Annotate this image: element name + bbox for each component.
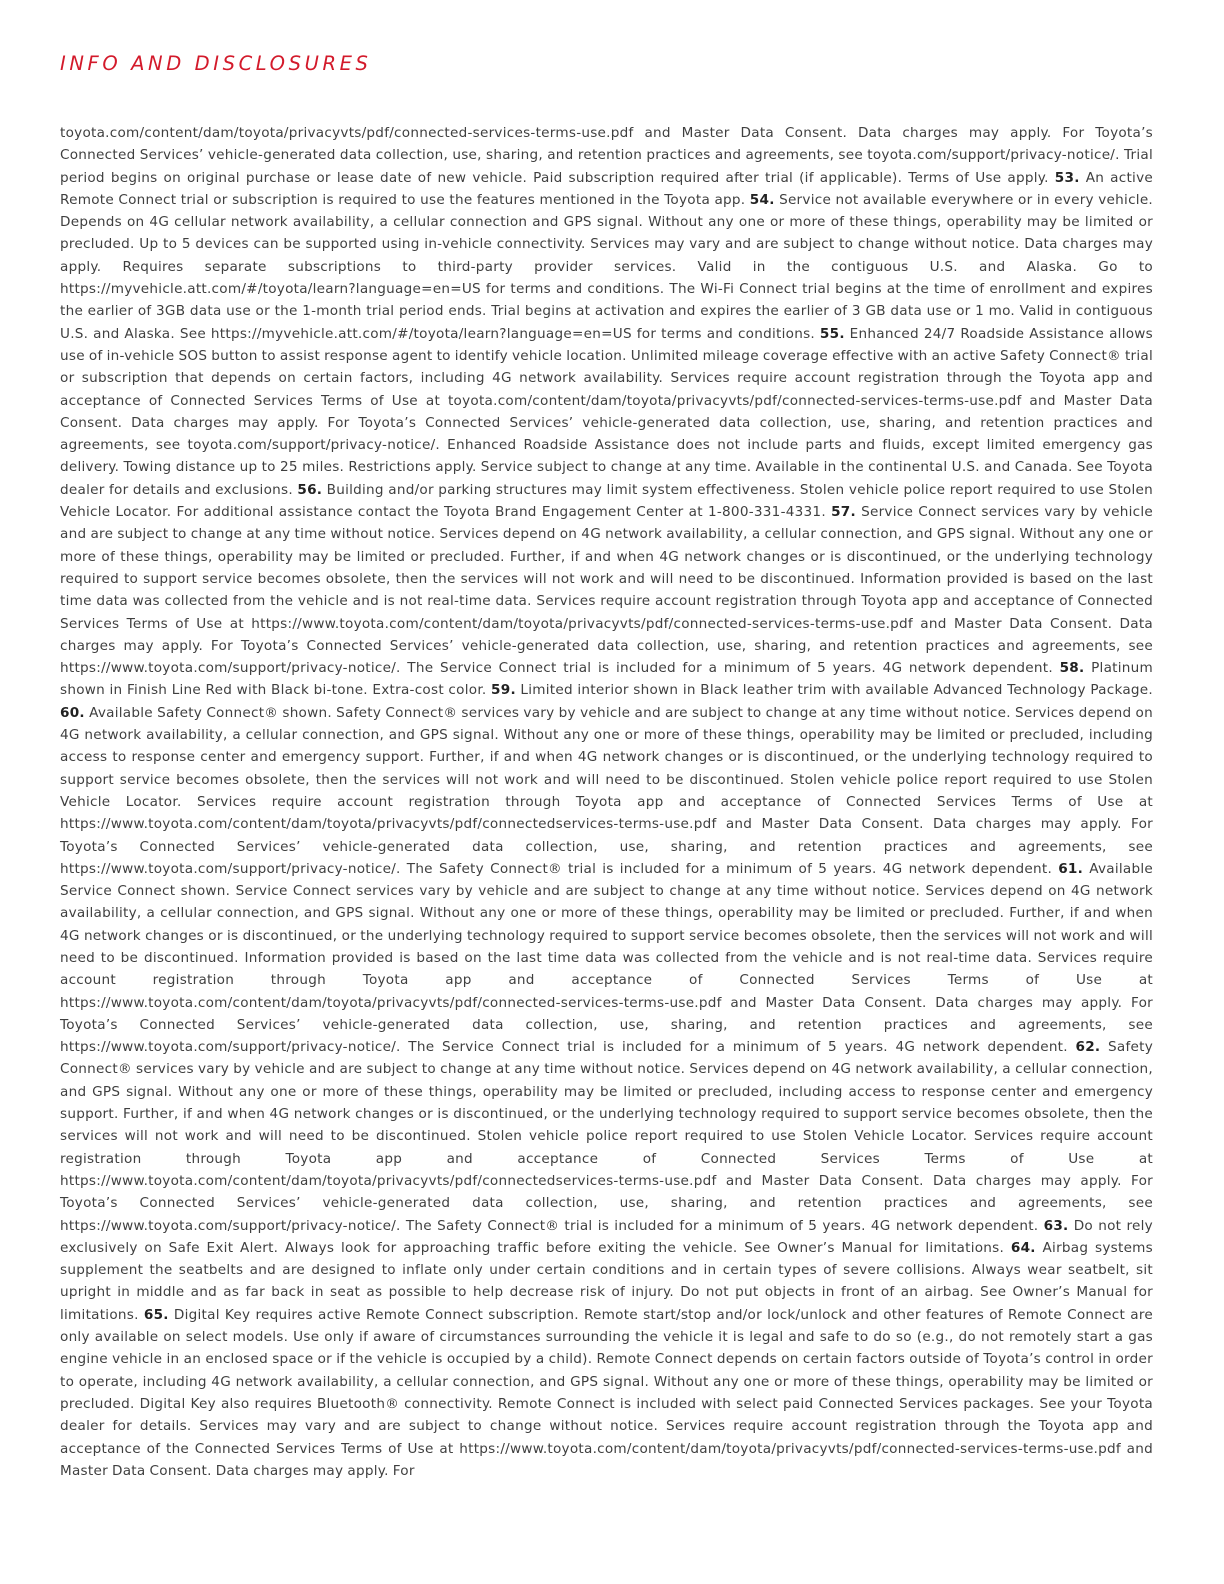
footnote-number: 59. — [491, 682, 516, 699]
disclosure-text: Service not available everywhere or in every vehicle. Depends on 4G cellular network availability, a cellular connection and GPS signal. Without any one or more of these things, operability may be limited or precluded. Up to 5 devices can be supported using in-vehicle connectivity. Services may vary and are subject to change without notice. Data charges may apply. Requires separate subscriptions to third-party provider services. Valid in the contiguous U.S. and Alaska. Go to https://myvehicle.att.com/#/toyota/learn?language=en=US for terms and conditions. The Wi-Fi Connect trial begins at the time of enrollment and expires the earlier of 3GB data use or the 1-month trial period ends. Trial begins at activation and expires the earlier of 3 GB data use or 1 mo. Valid in contiguous U.S. and Alaska. See https://myvehicle.att.com/#/toyota/learn?language=en=US for terms and conditions. — [60, 191, 1154, 342]
disclosure-text: Airbag systems supplement the seatbelts and are designed to inflate only under certain conditions and in certain types of severe collisions. Always wear seatbelt, sit upright in middle and as far back in seat as possible to help decrease risk of injury. Do not put objects in front of an airbag. See Owner’s Manual for limitations. — [60, 1239, 1154, 1323]
footnote-number: 55. — [819, 325, 845, 342]
disclosure-text: Available Safety Connect® shown. Safety Connect® services vary by vehicle and are subject to change at any time without notice. Services depend on 4G network availability, a cellular connection, and GPS signal. Without any one or more of these things, operability may be limited or precluded, including access to response center and emergency support. Further, if and when 4G network changes or is discontinued, or the underlying technology required to support service becomes obsolete, then the services will not work and will need to be discontinued. Stolen vehicle police report required to use Stolen Vehicle Locator. Services require account registration through Toyota app and acceptance of Connected Services Terms of Use at https://www.toyota.com/content/dam/toyota/privacyvts/pdf/connectedservices-terms-use.pdf and Master Data Consent. Data charges may apply. For Toyota’s Connected Services’ vehicle-generated data collection, use, sharing, and retention practices and agreements, see https://www.toyota.com/support/privacy-notice/. The Safety Connect® trial is included for a minimum of 5 years. 4G network dependent. — [60, 704, 1153, 877]
footnote-number: 54. — [749, 191, 775, 208]
footnote-number: 63. — [1043, 1217, 1069, 1234]
footnote-number: 56. — [297, 481, 323, 498]
disclosure-text: An active Remote Connect trial or subscription is required to use the features mentioned in the Toyota app. — [60, 169, 1153, 208]
disclosure-text: Platinum shown in Finish Line Red with Black bi-tone. Extra-cost color. — [60, 660, 1153, 699]
footnote-number: 53. — [1054, 169, 1080, 186]
footnote-number: 58. — [1059, 660, 1085, 677]
footnote-number: 65. — [143, 1306, 169, 1323]
disclosure-text: toyota.com/content/dam/toyota/privacyvts/pdf/connected-services-terms-use.pdf and Master Data Consent. Data charges may apply. For Toyota’s Connected Services’ vehicle-generated data collection, use, sharing, and retention practices and agreements, see toyota.com/support/privacy-notice/. Trial period begins on original purchase or lease date of new vehicle. Paid subscription required after trial (if applicable). Terms of Use apply. — [60, 125, 1153, 186]
footnote-number: 64. — [1010, 1239, 1036, 1256]
disclosure-text: Digital Key requires active Remote Connect subscription. Remote start/stop and/or lock/unlock and other features of Remote Connect are only available on select models. Use only if aware of circumstances surrounding the vehicle it is legal and safe to do so (e.g., do not remotely start a gas engine vehicle in an enclosed space or if the vehicle is occupied by a child). Remote Connect depends on certain factors outside of Toyota’s control in order to operate, including 4G network availability, a cellular connection, and GPS signal. Without any one or more of these things, operability may be limited or precluded. Digital Key also requires Bluetooth® connectivity. Remote Connect is included with select paid Connected Services packages. See your Toyota dealer for details. Services may vary and are subject to change without notice. Services require account registration through the Toyota app and acceptance of the Connected Services Terms of Use at https://www.toyota.com/content/dam/toyota/privacyvts/pdf/connected-services-terms-use.pdf and Master Data Consent. Data charges may apply. For — [60, 1306, 1153, 1479]
disclosure-text: Service Connect services vary by vehicle and are subject to change at any time without notice. Services depend on 4G network availability, a cellular connection, and GPS signal. Without any one or more of these things, operability may be limited or precluded. Further, if and when 4G network changes or is discontinued, or the underlying technology required to support service becomes obsolete, then the services will not work and will need to be discontinued. Information provided is based on the last time data was collected from the vehicle and is not real-time data. Services require account registration through Toyota app and acceptance of Connected Services Terms of Use at https://www.toyota.com/content/dam/toyota/privacyvts/pdf/connected-services-terms-use.pdf and Master Data Consent. Data charges may apply. For Toyota’s Connected Services’ vehicle-generated data collection, use, sharing, and retention practices and agreements, see https://www.toyota.com/support/privacy-notice/. The Service Connect trial is included for a minimum of 5 years. 4G network dependent. — [60, 504, 1153, 677]
page-title: INFO AND DISCLOSURES — [60, 52, 372, 75]
disclosure-body — [60, 122, 1153, 1482]
disclosure-text: Do not rely exclusively on Safe Exit Alert. Always look for approaching traffic before exiting the vehicle. See Owner’s Manual for limitations. — [60, 1217, 1153, 1256]
disclosure-text: Limited interior shown in Black leather trim with available Advanced Technology Package. — [515, 682, 1153, 699]
disclosure-text: Available Service Connect shown. Service Connect services vary by vehicle and are subject to change at any time without notice. Services depend on 4G network availability, a cellular connection, and GPS signal. Without any one or more of these things, operability may be limited or precluded. Further, if and when 4G network changes or is discontinued, or the underlying technology required to support service becomes obsolete, then the services will not work and will need to be discontinued. Information provided is based on the last time data was collected from the vehicle and is not real-time data. Services require account registration through Toyota app and acceptance of Connected Services Terms of Use at https://www.toyota.com/content/dam/toyota/privacyvts/pdf/connected-services-terms-use.pdf and Master Data Consent. Data charges may apply. For Toyota’s Connected Services’ vehicle-generated data collection, use, sharing, and retention practices and agreements, see https://www.toyota.com/support/privacy-notice/. The Service Connect trial is included for a minimum of 5 years. 4G network dependent. — [60, 860, 1153, 1056]
footnote-number: 60. — [60, 704, 85, 721]
disclosure-text: Building and/or parking structures may limit system effectiveness. Stolen vehicle police report required to use Stolen Vehicle Locator. For additional assistance contact the Toyota Brand Engagement Center at 1-800-331-4331. — [60, 481, 1154, 521]
footnote-number: 62. — [1075, 1039, 1101, 1056]
footnote-number: 57. — [831, 504, 856, 521]
disclosure-text: Enhanced 24/7 Roadside Assistance allows use of in-vehicle SOS button to assist response agent to identify vehicle location. Unlimited mileage coverage effective with an active Safety Connect® trial or subscription that depends on certain factors, including 4G network availability. Services require account registration through the Toyota app and acceptance of Connected Services Terms of Use at toyota.com/content/dam/toyota/privacyvts/pdf/connected-services-terms-use.pdf and Master Data Consent. Data charges may apply. For Toyota’s Connected Services’ vehicle-generated data collection, use, sharing, and retention practices and agreements, see toyota.com/support/privacy-notice/. Enhanced Roadside Assistance does not include parts and fluids, except limited emergency gas delivery. Towing distance up to 25 miles. Restrictions apply. Service subject to change at any time. Available in the continental U.S. and Canada. See Toyota dealer for details and exclusions. — [60, 325, 1153, 498]
disclosure-text: Safety Connect® services vary by vehicle and are subject to change at any time without notice. Services depend on 4G network availability, a cellular connection, and GPS signal. Without any one or more of these things, operability may be limited or precluded, including access to response center and emergency support. Further, if and when 4G network changes or is discontinued, or the underlying technology required to support service becomes obsolete, then the services will not work and will need to be discontinued. Stolen vehicle police report required to use Stolen Vehicle Locator. Services require account registration through Toyota app and acceptance of Connected Services Terms of Use at https://www.toyota.com/content/dam/toyota/privacyvts/pdf/connectedservices-terms-use.pdf and Master Data Consent. Data charges may apply. For Toyota’s Connected Services’ vehicle-generated data collection, use, sharing, and retention practices and agreements, see https://www.toyota.com/support/privacy-notice/. The Safety Connect® trial is included for a minimum of 5 years. 4G network dependent. — [60, 1039, 1153, 1234]
footnote-number: 61. — [1058, 860, 1084, 877]
